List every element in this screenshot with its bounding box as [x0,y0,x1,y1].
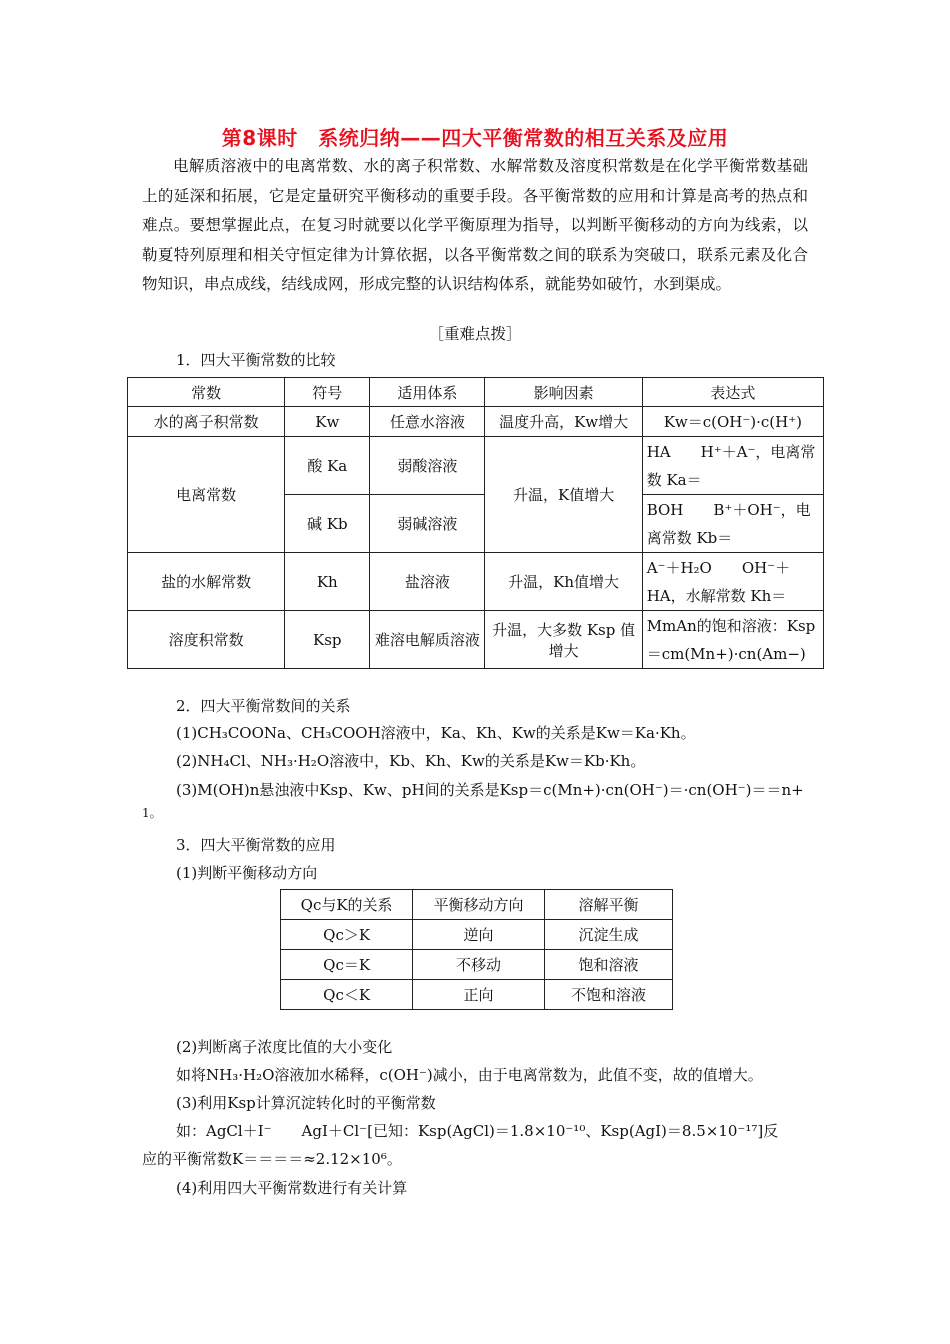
table-header: 表达式 [642,378,823,407]
application-1: (1)判断平衡移动方向 [176,864,318,882]
table-cell: 不移动 [413,950,545,980]
table-cell: 升温，大多数 Ksp 值增大 [485,611,642,669]
table-row [128,611,824,669]
table-cell: 正向 [413,980,545,1010]
application-2-text: 如将NH₃·H₂O溶液加水稀释，c(OH⁻)减小，由于电离常数为，此值不变，故的值增大。 [176,1066,763,1084]
table-cell: 溶度积常数 [128,611,285,669]
table-cell: 碱 Kb [285,495,370,553]
table-cell: 升温，K值增大 [485,437,642,553]
table-cell: 盐溶液 [370,553,485,611]
intro-paragraph: 电解质溶液中的电离常数、水的离子积常数、水解常数及溶度积常数是在化学平衡常数基础上的延深和拓展，它是定量研究平衡移动的重要手段。各平衡常数的应用和计算是高考的热点和难点。要想掌握此点，在复习时就要以化学平衡原理为指导，以判断平衡移动的方向为线索，以勒夏特列原理和相关守恒定律为计算依据，以各平衡常数之间的联系为突破口，联系元素及化合物知识，串点成线，结线成网，形成完整的认识结构体系，就能势如破竹，水到渠成。 [142,157,808,294]
constants-comparison-table [127,377,824,669]
table-header: 常数 [128,378,285,407]
table-cell: 弱碱溶液 [370,495,485,553]
table-header: 影响因素 [485,378,642,407]
table-cell: Qc＞K [281,920,413,950]
table-cell: 逆向 [413,920,545,950]
relation-1: (1)CH₃COONa、CH₃COOH溶液中，Ka、Kh、Kw的关系是Kw＝Ka·Kh。 [176,724,696,742]
table-row [128,437,824,495]
application-3-text-2: 应的平衡常数K＝＝＝＝≈2.12×10⁶。 [142,1150,402,1168]
table-cell: 沉淀生成 [544,920,672,950]
application-3-text-1: 如：AgCl＋I⁻ AgI＋Cl⁻[已知：Ksp(AgCl)＝1.8×10⁻¹⁰、Ksp(AgI)＝8.5×10⁻¹⁷]反 [176,1122,779,1140]
table-header: 适用体系 [370,378,485,407]
table-cell: 升温，Kh值增大 [485,553,642,611]
table-cell: Kh [285,553,370,611]
table-row [128,407,824,437]
table-cell: HA H⁺＋A⁻，电离常数 Ka＝ [642,437,823,495]
table-cell: 酸 Ka [285,437,370,495]
table-header: Qc与K的关系 [281,890,413,920]
section-note: ［重难点拨］ [428,325,522,343]
section2-heading: 2．四大平衡常数间的关系 [176,697,351,715]
table-cell: Ksp [285,611,370,669]
relation-3-continued: 1。 [142,806,162,820]
section3-heading: 3．四大平衡常数的应用 [176,836,336,854]
table-cell: BOH B⁺＋OH⁻，电离常数 Kb＝ [642,495,823,553]
application-4: (4)利用四大平衡常数进行有关计算 [176,1179,408,1197]
application-2: (2)判断离子浓度比值的大小变化 [176,1038,393,1056]
table-cell: 水的离子积常数 [128,407,285,437]
relation-3: (3)M(OH)n悬浊液中Ksp、Kw、pH间的关系是Ksp＝c(Mn+)·cn(OH⁻)＝·cn(OH⁻)＝＝n+ [176,781,804,799]
application-3: (3)利用Ksp计算沉淀转化时的平衡常数 [176,1094,436,1112]
table-cell: 任意水溶液 [370,407,485,437]
table-row [281,980,673,1010]
table-row [128,553,824,611]
table-row [281,950,673,980]
table-cell: Kw [285,407,370,437]
table-header: 溶解平衡 [544,890,672,920]
table-cell: A⁻＋H₂O OH⁻＋HA，水解常数 Kh＝ [642,553,823,611]
section1-heading: 1．四大平衡常数的比较 [176,351,336,369]
table-cell: 弱酸溶液 [370,437,485,495]
page-title: 第8课时 系统归纳——四大平衡常数的相互关系及应用 [221,126,729,150]
relation-2: (2)NH₄Cl、NH₃·H₂O溶液中，Kb、Kh、Kw的关系是Kw＝Kb·Kh。 [176,752,646,770]
table-cell: 难溶电解质溶液 [370,611,485,669]
table-row [281,920,673,950]
table-cell: 不饱和溶液 [544,980,672,1010]
table-cell: 饱和溶液 [544,950,672,980]
table-cell: Qc＜K [281,980,413,1010]
table-header: 符号 [285,378,370,407]
equilibrium-direction-table [280,889,673,1010]
table-cell: MmAn的饱和溶液：Ksp＝cm(Mn+)·cn(Am−) [642,611,823,669]
table-cell: Kw＝c(OH⁻)·c(H⁺) [642,407,823,437]
table-cell: 盐的水解常数 [128,553,285,611]
table-cell: Qc＝K [281,950,413,980]
table-header-row [128,378,824,407]
table-cell: 电离常数 [128,437,285,553]
table-header: 平衡移动方向 [413,890,545,920]
table-cell: 温度升高，Kw增大 [485,407,642,437]
table-header-row [281,890,673,920]
